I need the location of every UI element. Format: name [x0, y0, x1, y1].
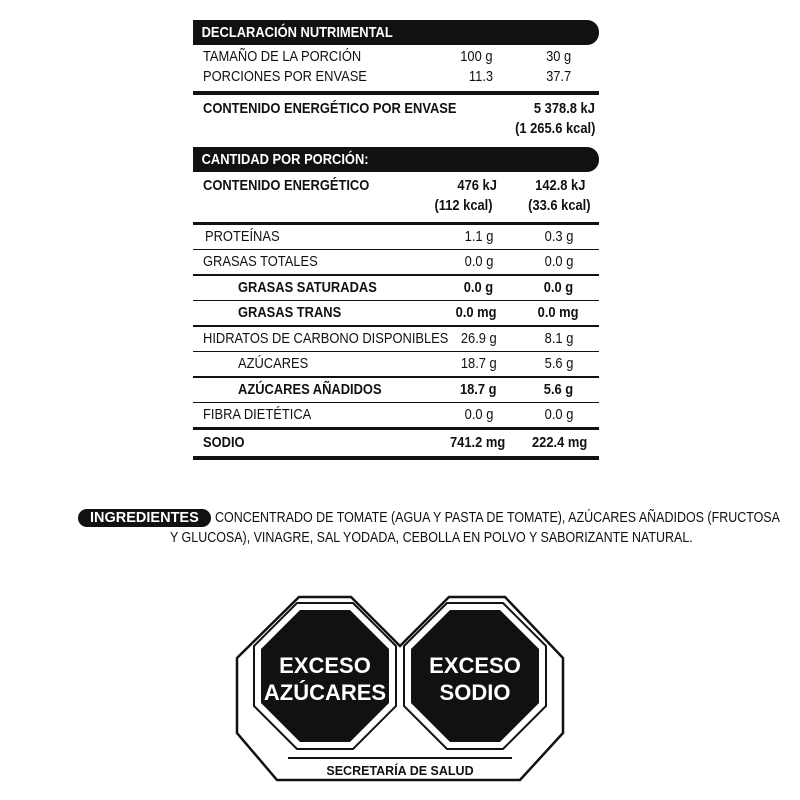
seal-right-line-2: SODIO — [439, 680, 511, 705]
nutrient-value-100g: 18.7 g — [460, 380, 497, 398]
nutrient-value-100g: 0.0 mg — [456, 304, 497, 321]
portions-portion: 37.7 — [545, 68, 571, 85]
nutrient-value-100g: 1.1 g — [464, 227, 493, 245]
nutrient-value-portion: 0.0 g — [544, 406, 573, 423]
nutrient-label: AZÚCARES AÑADIDOS — [238, 380, 382, 398]
portions-label: PORCIONES POR ENVASE — [203, 68, 367, 85]
nutrient-label: GRASAS SATURADAS — [238, 278, 377, 296]
serving-size-portion: 30 g — [545, 48, 571, 65]
nutrient-label: HIDRATOS DE CARBONO DISPONIBLES — [203, 329, 449, 347]
nutrient-label: SODIO — [203, 433, 245, 451]
nutrient-value-portion: 0.3 g — [544, 227, 573, 245]
serving-size-100g: 100 g — [460, 48, 493, 65]
energy-100g-kj: 476 kJ — [457, 177, 497, 194]
ingredients-badge: INGREDIENTES — [78, 509, 211, 527]
nutrient-label: GRASAS TRANS — [238, 304, 342, 321]
energy-container-label: CONTENIDO ENERGÉTICO POR ENVASE — [203, 100, 457, 117]
nutrient-value-portion: 0.0 g — [543, 278, 573, 296]
nutrient-label: PROTEÍNAS — [205, 227, 280, 245]
energy-label: CONTENIDO ENERGÉTICO — [203, 177, 370, 194]
per-portion-title: CANTIDAD POR PORCIÓN: — [193, 147, 599, 172]
nutrient-value-100g: 0.0 g — [464, 253, 493, 270]
energy-container-kcal: (1 265.6 kcal) — [514, 120, 595, 137]
nutrient-value-portion: 5.6 g — [543, 380, 573, 398]
nutrient-value-100g: 0.0 g — [464, 406, 493, 423]
seal-left-line-2: AZÚCARES — [263, 680, 387, 705]
nutrient-label: FIBRA DIETÉTICA — [203, 406, 312, 423]
nutrient-label: GRASAS TOTALES — [203, 253, 318, 270]
nutrient-value-portion: 0.0 g — [544, 253, 573, 270]
portions-100g: 11.3 — [468, 68, 493, 85]
nutrient-value-portion: 222.4 mg — [531, 433, 587, 451]
nutrient-value-portion: 8.1 g — [544, 329, 573, 347]
nutrient-value-100g: 0.0 g — [463, 278, 493, 296]
nutrient-value-100g: 18.7 g — [461, 355, 497, 372]
seal-authority: SECRETARÍA DE SALUD — [326, 764, 474, 778]
energy-portion-kj: 142.8 kJ — [534, 177, 585, 194]
nutrient-value-100g: 741.2 mg — [449, 433, 505, 451]
nutrient-value-portion: 5.6 g — [544, 355, 573, 372]
seal-left-line-1: EXCESO — [279, 653, 371, 678]
energy-container-kj: 5 378.8 kJ — [534, 100, 595, 117]
ingredients-line-2: Y GLUCOSA), VINAGRE, SAL YODADA, CEBOLLA EN POLVO Y SABORIZANTE NATURAL. — [170, 530, 693, 546]
panel-title: DECLARACIÓN NUTRIMENTAL — [193, 20, 599, 45]
nutrient-value-100g: 26.9 g — [461, 329, 497, 347]
serving-size-label: TAMAÑO DE LA PORCIÓN — [203, 48, 362, 65]
energy-portion-kcal: (33.6 kcal) — [528, 197, 591, 214]
seal-right-line-1: EXCESO — [429, 653, 521, 678]
energy-100g-kcal: (112 kcal) — [434, 197, 493, 214]
nutrient-label: AZÚCARES — [238, 355, 309, 372]
ingredients-line-1: CONCENTRADO DE TOMATE (AGUA Y PASTA DE TOMATE), AZÚCARES AÑADIDOS (FRUCTOSA — [214, 510, 780, 526]
nutrient-value-portion: 0.0 mg — [538, 304, 579, 321]
